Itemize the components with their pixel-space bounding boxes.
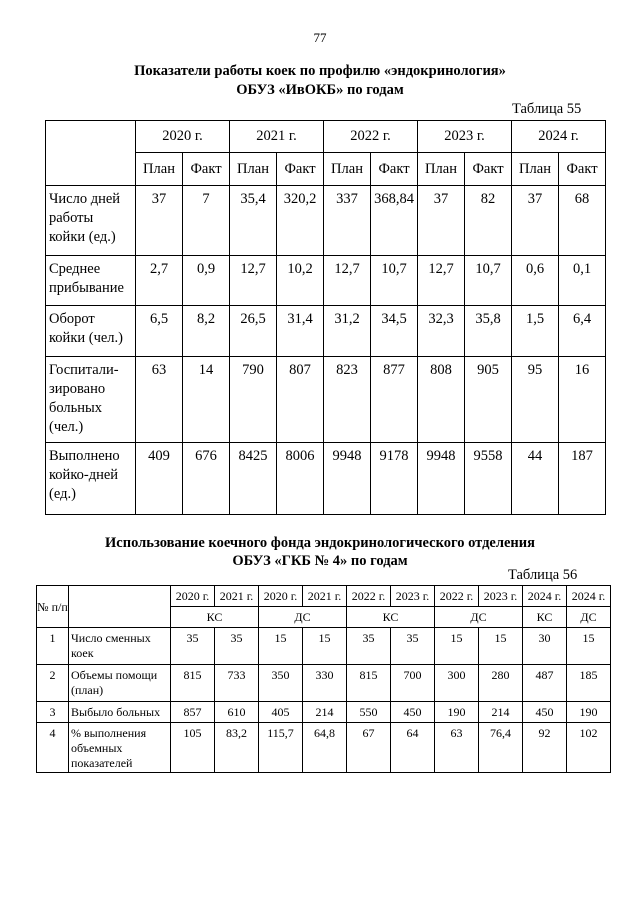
- table-row: [46, 186, 606, 256]
- cell-value: 34,5: [371, 306, 418, 357]
- cell-value: 76,4: [479, 723, 523, 773]
- cell-value: 64: [391, 723, 435, 773]
- table-56: [36, 585, 611, 773]
- table56-year: 2023 г.: [479, 586, 523, 607]
- row-number: 3: [37, 702, 69, 723]
- fact-header: Факт: [559, 153, 606, 186]
- cell-value: 187: [559, 443, 606, 515]
- cell-value: 35: [391, 628, 435, 665]
- table-row: [37, 665, 611, 702]
- bed-type-header: ДС: [567, 607, 611, 628]
- cell-value: 330: [303, 665, 347, 702]
- table55-year: 2024 г.: [512, 121, 606, 153]
- cell-value: 37: [418, 186, 465, 256]
- cell-value: 31,2: [324, 306, 371, 357]
- table56-label: Таблица 56: [508, 567, 578, 583]
- cell-value: 63: [136, 357, 183, 443]
- row-label: Госпитали-зировано больных (чел.): [46, 357, 136, 443]
- plan-header: План: [418, 153, 465, 186]
- cell-value: 31,4: [277, 306, 324, 357]
- cell-value: 15: [303, 628, 347, 665]
- table-row: [37, 628, 611, 665]
- cell-value: 905: [465, 357, 512, 443]
- cell-value: 409: [136, 443, 183, 515]
- cell-value: 0,1: [559, 256, 606, 306]
- cell-value: 815: [171, 665, 215, 702]
- table-row: [46, 306, 606, 357]
- table56-year: 2024 г.: [567, 586, 611, 607]
- cell-value: 487: [523, 665, 567, 702]
- cell-value: 35: [215, 628, 259, 665]
- cell-value: 280: [479, 665, 523, 702]
- cell-value: 6,5: [136, 306, 183, 357]
- cell-value: 405: [259, 702, 303, 723]
- cell-value: 214: [479, 702, 523, 723]
- table55-title-line2: ОБУЗ «ИвОКБ» по годам: [236, 82, 404, 98]
- table56-year-header: [37, 586, 611, 607]
- cell-value: 64,8: [303, 723, 347, 773]
- cell-value: 8006: [277, 443, 324, 515]
- cell-value: 14: [183, 357, 230, 443]
- cell-value: 6,4: [559, 306, 606, 357]
- table-row: [46, 443, 606, 515]
- cell-value: 44: [512, 443, 559, 515]
- cell-value: 0,6: [512, 256, 559, 306]
- table-row: [37, 723, 611, 773]
- cell-value: 450: [523, 702, 567, 723]
- cell-value: 15: [259, 628, 303, 665]
- row-label: Объемы помощи (план): [69, 665, 171, 702]
- row-number: 1: [37, 628, 69, 665]
- cell-value: 15: [567, 628, 611, 665]
- table56-corner-cell: [69, 586, 171, 628]
- table-55: [45, 120, 606, 515]
- cell-value: 300: [435, 665, 479, 702]
- table56-year: 2024 г.: [523, 586, 567, 607]
- cell-value: 68: [559, 186, 606, 256]
- table56-year: 2020 г.: [259, 586, 303, 607]
- cell-value: 10,7: [465, 256, 512, 306]
- cell-value: 808: [418, 357, 465, 443]
- cell-value: 9558: [465, 443, 512, 515]
- cell-value: 337: [324, 186, 371, 256]
- table55-year: 2020 г.: [136, 121, 230, 153]
- cell-value: 95: [512, 357, 559, 443]
- cell-value: 214: [303, 702, 347, 723]
- cell-value: 2,7: [136, 256, 183, 306]
- cell-value: 733: [215, 665, 259, 702]
- table56-year: 2020 г.: [171, 586, 215, 607]
- cell-value: 37: [512, 186, 559, 256]
- cell-value: 550: [347, 702, 391, 723]
- table55-year: 2021 г.: [230, 121, 324, 153]
- table-row: [37, 702, 611, 723]
- cell-value: 350: [259, 665, 303, 702]
- cell-value: 8,2: [183, 306, 230, 357]
- cell-value: 102: [567, 723, 611, 773]
- bed-type-header: ДС: [259, 607, 347, 628]
- cell-value: 10,7: [371, 256, 418, 306]
- bed-type-header: ДС: [435, 607, 523, 628]
- cell-value: 26,5: [230, 306, 277, 357]
- cell-value: 9948: [418, 443, 465, 515]
- cell-value: 82: [465, 186, 512, 256]
- cell-value: 610: [215, 702, 259, 723]
- table55-title-line1: Показатели работы коек по профилю «эндокринология»: [134, 63, 506, 79]
- row-label: Выполнено койко-дней (ед.): [46, 443, 136, 515]
- row-label: Среднее прибывание: [46, 256, 136, 306]
- cell-value: 320,2: [277, 186, 324, 256]
- row-label: Число сменных коек: [69, 628, 171, 665]
- table56-year: 2022 г.: [347, 586, 391, 607]
- cell-value: 700: [391, 665, 435, 702]
- cell-value: 12,7: [418, 256, 465, 306]
- row-label: % выполнения объемных показателей: [69, 723, 171, 773]
- cell-value: 35: [171, 628, 215, 665]
- cell-value: 67: [347, 723, 391, 773]
- cell-value: 185: [567, 665, 611, 702]
- plan-header: План: [136, 153, 183, 186]
- cell-value: 450: [391, 702, 435, 723]
- fact-header: Факт: [465, 153, 512, 186]
- bed-type-header: КС: [523, 607, 567, 628]
- cell-value: 12,7: [230, 256, 277, 306]
- cell-value: 16: [559, 357, 606, 443]
- cell-value: 37: [136, 186, 183, 256]
- cell-value: 815: [347, 665, 391, 702]
- table56-year: 2022 г.: [435, 586, 479, 607]
- cell-value: 8425: [230, 443, 277, 515]
- table55-year-header: [46, 121, 606, 153]
- cell-value: 190: [567, 702, 611, 723]
- bed-type-header: КС: [347, 607, 435, 628]
- cell-value: 12,7: [324, 256, 371, 306]
- cell-value: 32,3: [418, 306, 465, 357]
- cell-value: 7: [183, 186, 230, 256]
- plan-header: План: [512, 153, 559, 186]
- cell-value: 1,5: [512, 306, 559, 357]
- fact-header: Факт: [371, 153, 418, 186]
- cell-value: 368,84: [371, 186, 418, 256]
- cell-value: 877: [371, 357, 418, 443]
- table56-title-line1: Использование коечного фонда эндокринологического отделения: [105, 535, 535, 551]
- cell-value: 15: [435, 628, 479, 665]
- cell-value: 0,9: [183, 256, 230, 306]
- cell-value: 823: [324, 357, 371, 443]
- cell-value: 35: [347, 628, 391, 665]
- cell-value: 15: [479, 628, 523, 665]
- row-label: Число дней работы койки (ед.): [46, 186, 136, 256]
- cell-value: 63: [435, 723, 479, 773]
- page-number: 77: [313, 30, 327, 45]
- cell-value: 9948: [324, 443, 371, 515]
- fact-header: Факт: [183, 153, 230, 186]
- table-row: [46, 357, 606, 443]
- cell-value: 857: [171, 702, 215, 723]
- cell-value: 83,2: [215, 723, 259, 773]
- cell-value: 35,8: [465, 306, 512, 357]
- cell-value: 30: [523, 628, 567, 665]
- cell-value: 105: [171, 723, 215, 773]
- table56-year: 2023 г.: [391, 586, 435, 607]
- plan-header: План: [230, 153, 277, 186]
- table56-title-line2: ОБУЗ «ГКБ № 4» по годам: [232, 553, 408, 569]
- row-label: Выбыло больных: [69, 702, 171, 723]
- cell-value: 35,4: [230, 186, 277, 256]
- table56-year: 2021 г.: [303, 586, 347, 607]
- cell-value: 790: [230, 357, 277, 443]
- table56-year: 2021 г.: [215, 586, 259, 607]
- row-number-header: № п/п: [37, 586, 69, 628]
- table55-year: 2023 г.: [418, 121, 512, 153]
- bed-type-header: КС: [171, 607, 259, 628]
- cell-value: 92: [523, 723, 567, 773]
- table55-label: Таблица 55: [512, 101, 582, 117]
- cell-value: 9178: [371, 443, 418, 515]
- row-label: Оборот койки (чел.): [46, 306, 136, 357]
- cell-value: 115,7: [259, 723, 303, 773]
- plan-header: План: [324, 153, 371, 186]
- cell-value: 807: [277, 357, 324, 443]
- row-number: 4: [37, 723, 69, 773]
- table55-year: 2022 г.: [324, 121, 418, 153]
- cell-value: 676: [183, 443, 230, 515]
- table55-corner-cell: [46, 121, 136, 186]
- table-row: [46, 256, 606, 306]
- fact-header: Факт: [277, 153, 324, 186]
- cell-value: 190: [435, 702, 479, 723]
- row-number: 2: [37, 665, 69, 702]
- cell-value: 10,2: [277, 256, 324, 306]
